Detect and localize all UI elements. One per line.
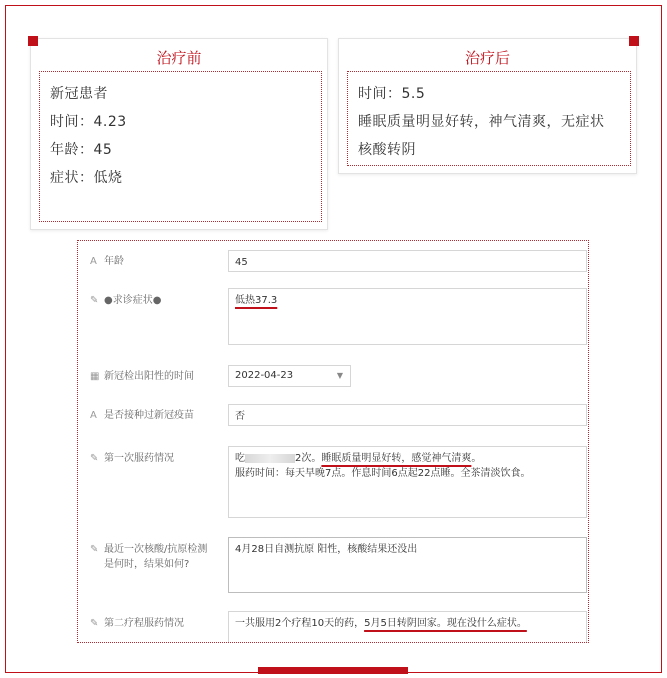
symptoms-value: 低热37.3 (235, 295, 278, 306)
corner-marker (28, 36, 38, 46)
before-line: 时间：4.23 (50, 114, 127, 130)
first-medication-label: ✎ 第一次服药情况 (90, 453, 174, 464)
before-treatment-card (30, 38, 328, 230)
caret-down-icon: ▼ (336, 371, 343, 380)
textarea-icon: ✎ (90, 453, 99, 464)
second-course-label: ✎ 第二疗程服药情况 (90, 618, 184, 629)
vaccinated-input[interactable]: 否 (228, 404, 587, 426)
symptoms-label: ✎ ●求诊症状● (90, 295, 162, 306)
first-medication-textarea[interactable] (228, 446, 587, 518)
latest-test-textarea[interactable]: 4月28日自测抗原 阳性，核酸结果还没出 (228, 537, 587, 593)
before-line: 新冠患者 (50, 86, 108, 102)
textarea-icon: ✎ (90, 295, 99, 306)
textarea-icon: ✎ (90, 618, 99, 629)
before-line: 年龄：45 (50, 142, 113, 158)
form-panel (77, 240, 589, 643)
before-line: 症状：低烧 (50, 170, 123, 186)
bottom-accent-bar (258, 667, 408, 674)
positive-date-select[interactable] (228, 365, 351, 387)
after-treatment-card (338, 38, 637, 174)
after-line: 时间：5.5 (358, 86, 426, 102)
age-label: A 年龄 (90, 256, 124, 267)
positive-time-label: ▦ 新冠检出阳性的时间 (90, 371, 194, 382)
before-card-content (39, 71, 322, 222)
corner-marker (629, 36, 639, 46)
after-line: 睡眠质量明显好转，神气清爽，无症状 (358, 114, 605, 130)
text-field-icon: A (90, 256, 97, 267)
calendar-icon: ▦ (90, 371, 100, 382)
symptoms-textarea[interactable] (228, 288, 587, 345)
positive-date-value: 2022-04-23 (235, 370, 294, 381)
first-medication-line-2: 服药时间：每天早晚7点。作息时间6点起22点睡。全茶清淡饮食。 (235, 468, 531, 479)
after-line: 核酸转阴 (358, 142, 416, 158)
first-medication-line-1: 吃 2次。睡眠质量明显好转，感觉神气清爽。 (235, 453, 482, 464)
text-field-icon: A (90, 410, 97, 421)
textarea-icon: ✎ (90, 544, 99, 555)
second-course-highlight: 5月5日转阴回家。现在没什么症状。 (364, 618, 527, 629)
redacted-text (245, 454, 295, 463)
after-card-content (347, 71, 631, 166)
before-card-title: 治疗前 (156, 49, 202, 67)
first-medication-highlight: 睡眠质量明显好转，感觉神气清爽 (321, 453, 472, 464)
latest-test-label: ✎ 最近一次核酸/抗原检测是何时，结果如何? (90, 544, 208, 570)
vaccinated-label: A 是否接种过新冠疫苗 (90, 410, 194, 421)
second-course-textarea[interactable]: 一共服用2个疗程10天的药，5月5日转阴回家。现在没什么症状。 (228, 611, 587, 643)
age-input[interactable]: 45 (228, 250, 587, 272)
after-card-title: 治疗后 (464, 49, 510, 67)
